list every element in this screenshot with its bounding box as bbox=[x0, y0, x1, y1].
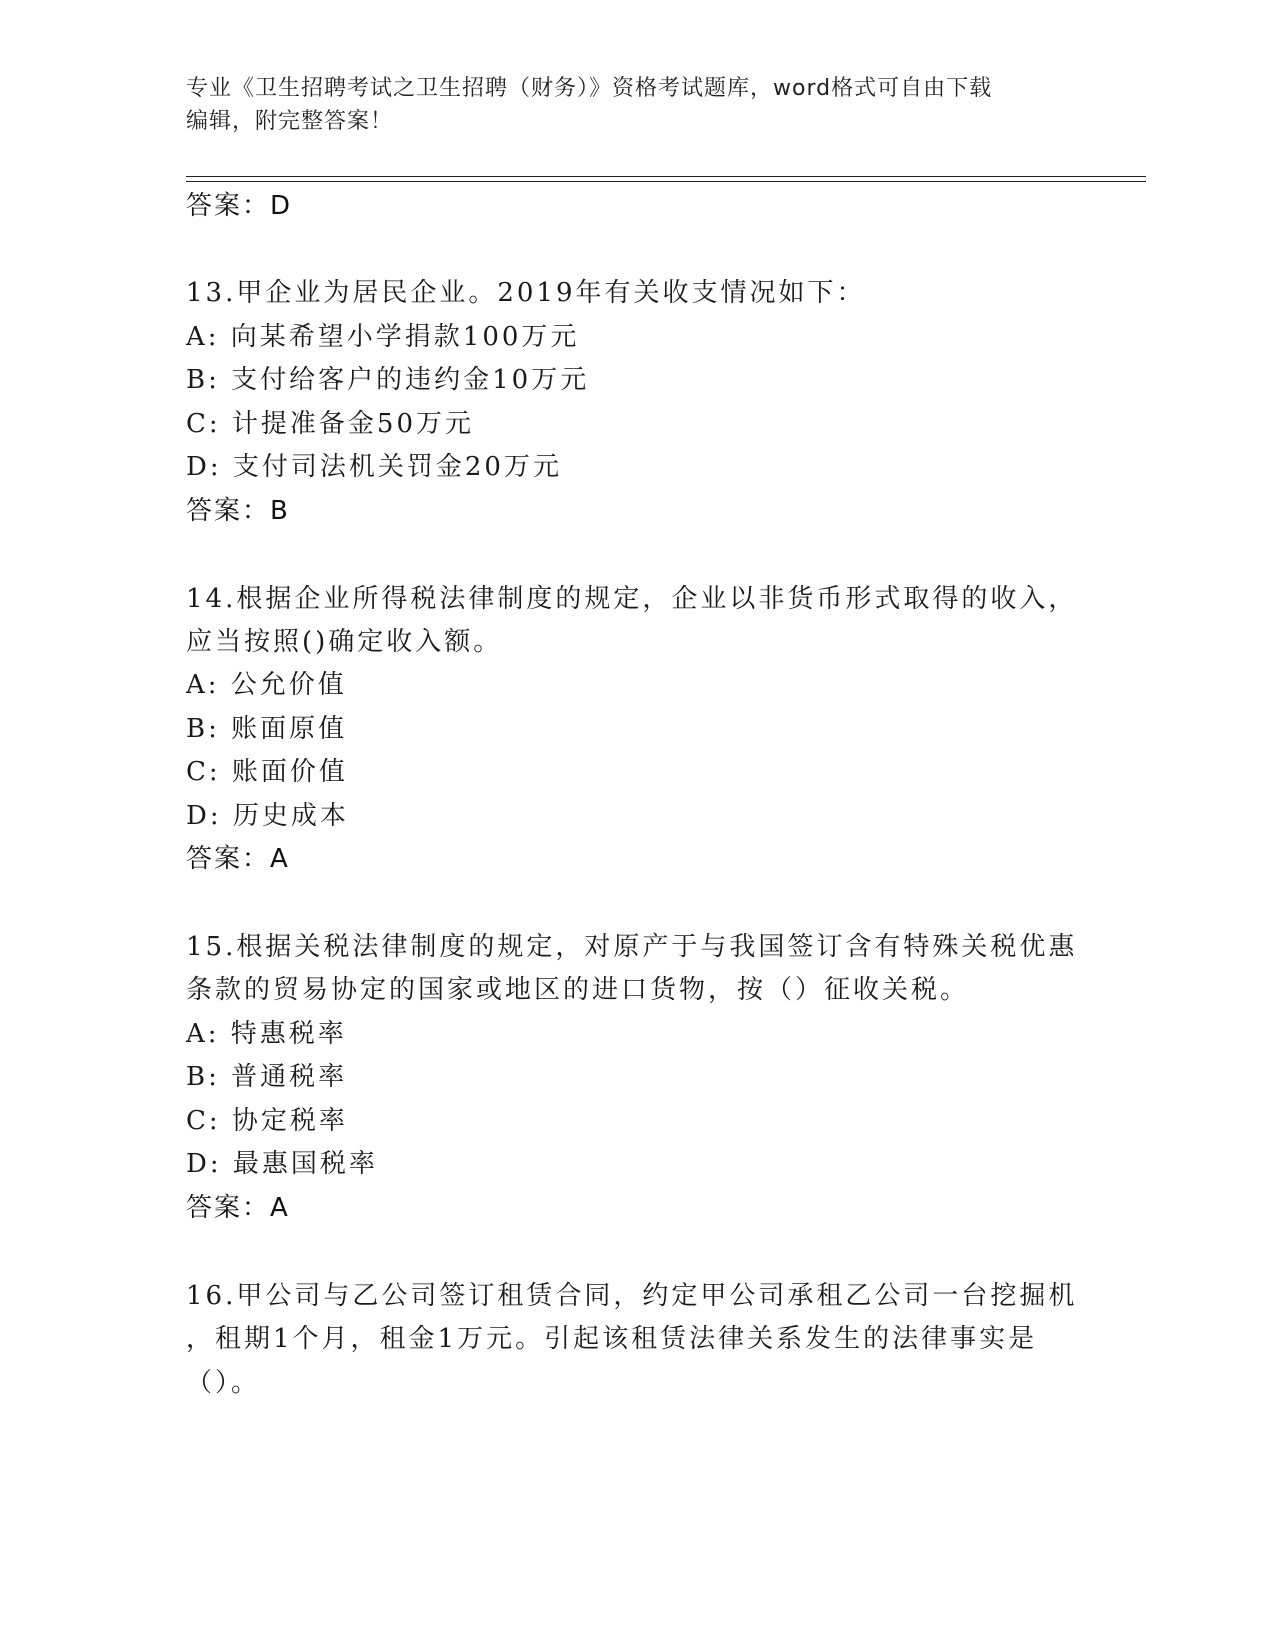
question-13-option-c: C: 计提准备金50万元 bbox=[186, 409, 475, 439]
answer-14: 答案：A bbox=[186, 844, 290, 874]
question-16-stem-line-1: 16.甲公司与乙公司签订租赁合同，约定甲公司承租乙公司一台挖掘机 bbox=[186, 1281, 1078, 1311]
question-15-stem-line-2: 条款的贸易协定的国家或地区的进口货物，按（）征收关税。 bbox=[186, 975, 970, 1005]
question-14-stem-line-2: 应当按照()确定收入额。 bbox=[186, 627, 503, 657]
question-15-option-a: A: 特惠税率 bbox=[186, 1019, 347, 1049]
question-15-option-c: C: 协定税率 bbox=[186, 1106, 348, 1136]
question-16-stem-line-3: （）。 bbox=[186, 1368, 261, 1398]
question-13-stem: 13.甲企业为居民企业。2019年有关收支情况如下： bbox=[186, 278, 866, 308]
answer-15: 答案：A bbox=[186, 1193, 290, 1223]
question-13-option-a: A: 向某希望小学捐款100万元 bbox=[186, 322, 580, 352]
answer-13: 答案：B bbox=[186, 496, 290, 526]
question-14-option-a: A: 公允价值 bbox=[186, 670, 347, 700]
question-14-option-b: B: 账面原值 bbox=[186, 714, 348, 744]
question-14-stem-line-1: 14.根据企业所得税法律制度的规定，企业以非货币形式取得的收入， bbox=[186, 584, 1078, 614]
question-14-option-c: C: 账面价值 bbox=[186, 757, 348, 787]
answer-12: 答案：D bbox=[186, 191, 293, 221]
question-14-option-d: D: 历史成本 bbox=[186, 801, 349, 831]
header-divider-bottom bbox=[186, 181, 1146, 182]
question-15-option-b: B: 普通税率 bbox=[186, 1062, 348, 1092]
question-16-stem-line-2: ，租期1个月，租金1万元。引起该租赁法律关系发生的法律事实是 bbox=[186, 1324, 1038, 1354]
document-header bbox=[186, 72, 1066, 138]
question-15-option-d: D: 最惠国税率 bbox=[186, 1149, 378, 1179]
question-13-option-b: B: 支付给客户的违约金10万元 bbox=[186, 365, 590, 395]
header-divider-top bbox=[186, 176, 1146, 177]
header-line-1: 专业《卫生招聘考试之卫生招聘（财务）》资格考试题库，word格式可自由下载 bbox=[186, 76, 993, 101]
question-13-option-d: D: 支付司法机关罚金20万元 bbox=[186, 452, 562, 482]
question-15-stem-line-1: 15.根据关税法律制度的规定，对原产于与我国签订含有特殊关税优惠 bbox=[186, 932, 1078, 962]
header-line-2: 编辑，附完整答案！ bbox=[186, 109, 394, 134]
